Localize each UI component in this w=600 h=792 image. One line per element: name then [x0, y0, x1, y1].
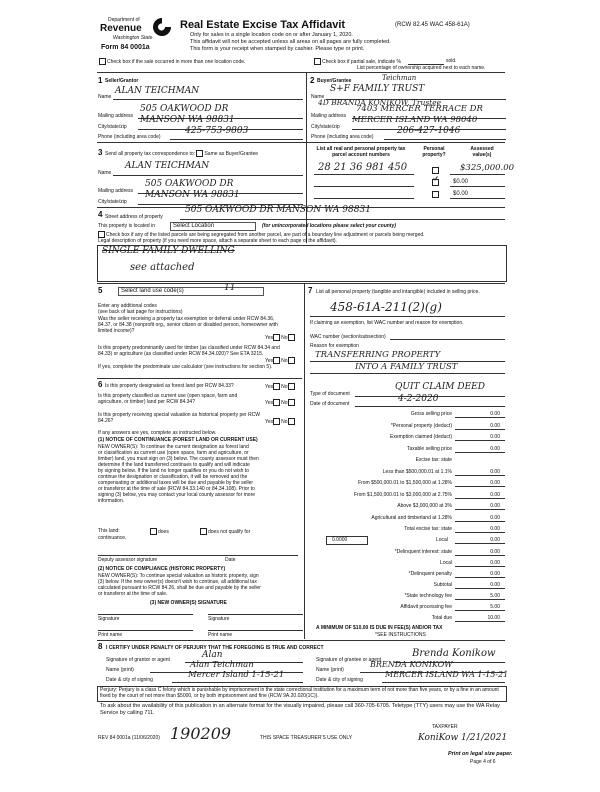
location-select[interactable]: Select Location — [170, 222, 256, 231]
notice-line: NEW OWNER(S): To continue the current designation as forest land — [98, 444, 249, 450]
local-value: 0.00 — [490, 537, 500, 543]
buyer-mailing-label: Mailing address — [311, 113, 347, 119]
seller-phone-field[interactable]: 425-753-9803 — [185, 126, 249, 136]
form-title-ref: (RCW 82.45 WAC 458-61A) — [395, 22, 470, 28]
seller-heading: Seller/Grantor — [105, 78, 139, 84]
owner-sig-label-1: Signature — [98, 616, 120, 622]
notice-line-1: Only for sales in a single location code on or after January 1, 2020. — [190, 32, 353, 38]
does-option[interactable]: does — [150, 528, 169, 535]
tax-line-value[interactable]: 0.00 — [490, 571, 500, 577]
tax-line-underline — [455, 475, 505, 476]
correspondence-heading: Send all property tax correspondence to: Same as Buyer/Grantee — [105, 150, 259, 157]
exempt-yes-checkbox[interactable] — [273, 334, 280, 341]
tax-line-underline — [455, 452, 505, 453]
tax-line-label: *Delinquent penalty — [408, 571, 452, 577]
tax-line-value[interactable]: 0.00 — [490, 549, 500, 555]
forest-question: Is this property designated as forest land per RCW 84.33? — [105, 383, 234, 389]
assessed-value-1[interactable]: $325,000.00 — [460, 163, 515, 173]
notice-compliance-body — [98, 573, 261, 597]
grantor-date-city[interactable]: Mercer Island 1-15-21 — [188, 670, 285, 680]
tax-line-value[interactable]: 0.00 — [490, 468, 500, 475]
corr-name-field[interactable]: ALAN TEICHMAN — [125, 161, 210, 171]
exempt-yes-no[interactable]: Yes No — [265, 334, 296, 341]
deputy-sig-label: Deputy assessor signature — [98, 557, 158, 563]
corr-mailing-label: Mailing address — [98, 188, 134, 194]
tax-line-label: Affidavit processing fee — [400, 604, 452, 610]
additional-codes-label: Enter any additional codes — [98, 303, 157, 309]
current-yes-no[interactable]: Yes No — [265, 399, 296, 406]
tax-line-label: From $1,500,000.01 to $3,000,000 at 2.75% — [353, 491, 452, 498]
reason-line-2[interactable]: INTO A FAMILY TRUST — [355, 362, 458, 372]
located-label: This property is located in — [98, 223, 155, 229]
buyer-phone-label: Phone (including area code) — [311, 134, 374, 140]
grantor-sig-label: Signature of grantor or agent — [106, 657, 170, 663]
tax-line-value[interactable]: 5.00 — [490, 604, 500, 610]
seller-city-field[interactable]: MANSON WA 98831 — [140, 115, 235, 125]
dept-state: Washington State — [113, 35, 153, 41]
grantee-name[interactable]: BRENDA KONIKOW — [370, 660, 453, 669]
current-use-question: Is this property classified as current use (open space, farm and agriculture, or timber) land per RCW 84.34? — [98, 393, 238, 405]
forest-yes-checkbox[interactable] — [273, 383, 280, 390]
does-not-checkbox[interactable] — [200, 528, 207, 535]
corr-city-label: City/state/zip — [98, 199, 127, 205]
tax-line-label: Local — [440, 560, 452, 566]
print-legal-note: Print on legal size paper. — [448, 751, 513, 757]
tax-line-label: From $500,000.01 to $1,500,000 at 1.28% — [358, 480, 452, 486]
deputy-date-label: Date — [225, 557, 236, 563]
forest-yes-no[interactable]: Yes No — [265, 383, 296, 390]
parcel-number-1[interactable]: 28 21 36 981 450 — [318, 162, 408, 173]
grantor-name-label: Name (print) — [106, 667, 134, 673]
notice-line: or classification as current use (open space, farm and agriculture, or — [98, 450, 249, 456]
corr-mailing-field[interactable]: 505 OAKWOOD DR — [145, 179, 234, 189]
historic-no-checkbox[interactable] — [288, 418, 295, 425]
street-field[interactable]: 505 OAKWOOD DR MANSON WA 98831 — [185, 205, 371, 215]
assessed-value-2[interactable]: $0.00 — [453, 179, 469, 185]
notice-line: signing (3) below, you may contact your local county assessor for more — [98, 492, 256, 498]
legal-label: Legal description of property (if you need more space, attach a separate sheet to each page of the affidavit). — [98, 238, 337, 244]
dept-label: Department of — [108, 17, 140, 23]
grantee-sig-label: Signature of grantee or agent — [316, 657, 382, 663]
historic-question: Is this property receiving special valuation as historical property per RCW 84.26? — [98, 412, 261, 424]
notice-line: timber) land, you must sign on (3) below. The county assessor must then — [98, 456, 259, 462]
page-number: Page 4 of 6 — [470, 759, 496, 765]
tax-line-value[interactable]: 0.00 — [490, 526, 500, 532]
tax-line-label: Above $3,000,000 at 3% — [397, 503, 452, 509]
notice-line: or transferor at the time of sale (RCW 84.33.140 or 84.34.108). Prior to — [98, 486, 255, 492]
same-as-buyer-checkbox[interactable] — [196, 150, 203, 157]
tax-line-label: Agricultural and timberland at 1.28% — [371, 514, 452, 521]
tax-line-value[interactable]: 0.00 — [490, 491, 500, 498]
tax-line-underline — [455, 588, 505, 589]
tax-line-value[interactable]: 10.00 — [487, 615, 500, 621]
continuance-label: continuance. — [98, 535, 127, 541]
tax-line-label: Subtotal — [433, 582, 452, 588]
timber-yes-no[interactable]: Yes No — [265, 357, 296, 364]
tax-line-value[interactable]: 0.00 — [490, 503, 500, 509]
tax-line-label: Exemption claimed (deduct) — [390, 434, 452, 440]
land-use-value: 11 — [224, 283, 236, 293]
segregated-checkbox-row[interactable]: Check box if any of the listed parcels are being segregated from another parcel, are part of a boundary line adjustment or parcels being merged. — [98, 231, 425, 238]
current-yes-checkbox[interactable] — [273, 399, 280, 406]
owner-print-label-1: Print name — [98, 632, 123, 638]
notice-line-3: This form is your receipt when stamped by cashier. Please type or print. — [190, 46, 365, 52]
tax-line-underline — [455, 610, 505, 611]
seller-name-field[interactable]: ALAN TEICHMAN — [115, 86, 200, 96]
notice-continuance-head: (1) NOTICE OF CONTINUANCE (FOREST LAND OR CURRENT USE) — [98, 437, 258, 443]
new-owner-sig-heading: (3) NEW OWNER(S) SIGNATURE — [150, 600, 227, 606]
timber-no-checkbox[interactable] — [288, 357, 295, 364]
tax-line-value[interactable]: 0.00 — [490, 422, 500, 429]
historic-yes-no[interactable]: Yes No — [265, 418, 296, 425]
taxpayer-label: TAXPAYER — [432, 724, 458, 730]
grantee-date-city[interactable]: MERCER ISLAND WA 1-15-21 — [385, 670, 509, 679]
timber-yes-checkbox[interactable] — [273, 357, 280, 364]
form-number: Form 84 0001a — [101, 44, 150, 51]
personal-col-header: Personal property? — [422, 146, 446, 158]
tax-line-underline — [455, 621, 505, 622]
current-no-checkbox[interactable] — [288, 399, 295, 406]
tax-line-label: Gross selling price — [410, 411, 452, 417]
notice-line: compensating or additional taxes will be due and payable by the seller — [98, 480, 254, 486]
tax-line-underline — [455, 417, 505, 418]
form-title: Real Estate Excise Tax Affidavit — [180, 19, 346, 31]
buyer-mailing-field[interactable]: 7403 MERCER TERRACE DR — [356, 104, 483, 114]
exemption-question: Was the seller receiving a property tax exemption or deferral under RCW 84.36, 84.37, or 84.38 (nonprofit org., senior citizen or disabled person, homeowner with limited income)? — [98, 316, 278, 334]
personal-property-checkbox-3[interactable] — [432, 191, 439, 198]
local-rate: 0.0000 — [332, 537, 348, 543]
buyer-trustee-line: 4D BRANDA KONIKOW, Trustee — [318, 98, 442, 107]
tax-line-underline — [455, 440, 505, 441]
tax-line-value[interactable]: 0.00 — [490, 582, 500, 588]
parcel-col-header: List all real and personal property tax parcel account numbers — [316, 146, 406, 158]
dept-logo-text: Revenue — [100, 23, 142, 34]
buyer-heading: Buyer/Grantee — [317, 78, 352, 84]
buyer-city-label: City/state/zip — [311, 124, 340, 130]
land-use-select[interactable]: Select land use code(s) — [118, 287, 264, 296]
see-instructions: *SEE INSTRUCTIONS — [375, 632, 426, 638]
affidavit-page: Department of Revenue Washington State Real Estate Excise Tax Affidavit (RCW 82.45 WAC 458-61A) Only for sales in a single location code on or after January 1, 2020. This affidavit will not be accepted unless all areas on all pages are fully completed. This form is your receipt when stamped by cashier. Please type or print. Form 84 0001a Check box if the sale occurred in more than one location code. Check box if partial sale, indicate % sold. List percentage of ownership acquired next to each name. 1 Seller/Grantor Name ALAN TEICHMAN Mailing address 505 OAKWOOD DR City/state/zip MANSON WA 98831 Phone (including area code) 425-753-9803 2 Buyer/Grantee Teichman Name S+F FAMILY TRUST 4D BRANDA KONIKOW, Trustee Mailing address 7403 MERCER TERRACE DR City/state/zip MERCER ISLAND WA 98040 Phone (including area code) 206-427-1046 3 Send all property tax correspondence to: Same as Buyer/Grantee Name ALAN TEICHMAN Mailing address 505 OAKWOOD DR City/state/zip MANSON WA 98831 List all real and personal property tax parcel account numbers Personal property? Assessed value(s) 28 21 36 981 450 $325,000.00 $0.00 $0.00 4 Street address of property 505 OAKWOOD DR MANSON WA 98831 This property is located in Select Location (for unincorporated locations please select your county) Check box if any of the listed parcels are being segregated from another parcel, are part of a boundary line adjustment or parcels being merged. Legal description of property (if you need more space, attach a separate sheet to each page of the affidavit). SINGLE FAMILY DWELLING see attached 5 Select land use code(s) 11 Enter any additional codes (see back of last page for instructions) Was the seller receiving a property tax exemption or deferral under RCW 84.36, 84.37, or 84.38 (nonprofit org., senior citizen or disabled person, homeowner with limited income)? Yes No Is this property predominantly used for timber (as classified under RCW 84.34 and 84.33) or agriculture (as classified under RCW 84.34.020)? See ETA 3215. Yes No If yes, complete the predominate use calculator (see instructions for section 5). 6 Is this property designated as forest land per RCW 84.33? Yes No Is this property classified as current use (open space, farm and agriculture, or timber) land per RCW 84.34? Yes No Is this property receiving special valuation as historical property per RCW 84.26? Yes No If any answers are yes, complete as instructed below. (1) NOTICE OF CONTINUANCE (FOREST LAND OR CURRENT USE) NEW OWNER(S): To continue the current designation as forest land or classification as current use (open space, farm and agriculture, or timber) land, you must sign on (3) below. The county assessor must then determine if the land transferred continues to qualify and will indicate by signing below. If the land no longer qualifies or you do not wish to continue the designation or classification, it will be removed and the compensating or additional taxes will be due and payable by the seller or transferor at the time of sale (RCW 84.33.140 or 84.34.108). Prior to signing (3) below, you may contact your local county assessor for more information. This land: does does not qualify for continuance. Deputy assessor signature Date (2) NOTICE OF COMPLIANCE (HISTORIC PROPERTY) NEW OWNER(S): To continue special valuation as historic property, sign (3) below. If the new owner(s) doesn't wish to continue, all additional tax calculated pursuant to RCW 84.26, shall be due and payable by the seller or transferor at the time of sale. (3) NEW OWNER(S) SIGNATURE Signature Signature Print name Print name 7 List all personal property (tangible and intangible) included in selling price. 458-61A-211(2)(g) If claiming an exemption, list WAC number and reason for exemption. WAC number (section/subsection) Reason for exemption TRANSFERRING PROPERTY INTO A FAMILY TRUST Type of document QUIT CLAIM DEED Date of document 4-2-2020 Gross selling price 0.00 *Personal property (deduct) 0.00 Exemption claimed (deduct) 0.00 Taxable selling price 0.00 Excise tax: state Less than $500,000.01 at 1.1% 0.00 From $500,000.01 to $1,500,000 at 1.28% 0.00 From $1,500,000.01 to $3,000,000 at 2.75% 0.00 Above $3,000,000 at 3% 0.00 Agricultural and timberland at 1.28% 0.00 Total excise tax: state 0.00 0.0000 Local 0.00 *Delinquent interest: state 0.00 Local 0.00 *Delinquent penalty 0.00 Subtotal 0.00 *State technology fee 5.00 Affidavit processing fee 5.00 Total due 10.00 A MINIMUM OF $10.00 IS DUE IN FEE(S) AND/OR TAX *SEE INSTRUCTIONS 8 I CERTIFY UNDER PENALTY OF PERJURY THAT THE FOREGOING IS TRUE AND CORRECT Signature of grantor or agent Alan Name (print) Alan Teichman Date & city of signing Mercer Island 1-15-21 Signature of grantee or agent Brenda Konikow Name (print) BRENDA KONIKOW Date & city of signing MERCER ISLAND WA 1-15-21 Perjury: Perjury is a class C felony which is punishable by imprisonment in the state correctional institution for a maximum term of not more than five years, or by a fine in an amount fixed by the court of not more than $5000, or by both imprisonment and fine (RCW 9A.20.020(1C)). To ask about the availability of this publication in an alternate format for the visually impaired, please call 360-705-6705. Teletype (TTY) users may use the WA Relay Service by calling 711. REV 84 0001a (11/06/2020) 190209 THIS SPACE TREASURER'S USE ONLY TAXPAYER KoniKow 1/21/2021 Print on legal size paper. Page 4 of 6 — [98, 17, 515, 765]
assessed-value-3[interactable]: $0.00 — [453, 191, 469, 197]
legal-description-text: see attached — [130, 262, 195, 273]
tax-line-label: Total excise tax: state — [404, 526, 452, 532]
doc-date-field[interactable]: 4-2-2020 — [398, 394, 439, 404]
seller-phone-label: Phone (including area code) — [98, 134, 161, 140]
tax-line-underline — [455, 429, 505, 430]
assessed-col-header: Assessed value(s) — [470, 146, 494, 158]
notice-line: by signing below. If the land no longer qualifies or you do not wish to — [98, 468, 249, 474]
grantor-signature[interactable]: Alan — [202, 650, 223, 660]
tax-line-value[interactable]: 0.00 — [490, 445, 500, 452]
owner-sig-label-2: Signature — [208, 616, 230, 622]
buyer-city-field[interactable]: MERCER ISLAND WA 98040 — [352, 115, 478, 125]
notice-line: information. — [98, 498, 125, 504]
wac-label: WAC number (section/subsection) — [310, 334, 386, 340]
notice-line: calculated pursuant to RCW 84.26, shall be due and payable by the seller — [98, 585, 261, 591]
historic-yes-checkbox[interactable] — [273, 418, 280, 425]
grantee-date-label: Date & city of signing — [316, 677, 363, 683]
taxpayer-signature: KoniKow 1/21/2021 — [418, 733, 508, 743]
notice-line-2: This affidavit will not be accepted unless all areas on all pages are fully completed. — [190, 39, 391, 45]
grantee-name-label: Name (print) — [316, 667, 344, 673]
wac-number-field[interactable]: 458-61A-211(2)(g) — [330, 300, 442, 314]
tax-line-underline — [455, 509, 505, 510]
tax-line-value[interactable]: 0.00 — [490, 480, 500, 486]
tax-line-label: Less than $500,000.01 at 1.1% — [382, 468, 452, 475]
tax-line-underline — [455, 498, 505, 499]
tax-line-value[interactable]: 0.00 — [490, 560, 500, 566]
personal-property-checkbox-2[interactable] — [432, 179, 439, 186]
notice-line: continue the designation or classification, it will be removed and the — [98, 474, 248, 480]
sold-label: sold. — [446, 58, 457, 64]
stamp-number: 190209 — [170, 724, 232, 743]
if-any-yes: If any answers are yes, complete as instructed below. — [98, 430, 217, 436]
reason-line-1[interactable]: TRANSFERRING PROPERTY — [315, 350, 441, 360]
timber-question: Is this property predominantly used for timber (as classified under RCW 84.34 and 84.33) or agriculture (as classified under RCW 84.34.020)? See ETA 3215. — [98, 345, 280, 357]
notice-line: determine if the land transferred continues to qualify and will indicate — [98, 462, 250, 468]
revenue-logo-icon — [152, 16, 172, 38]
tax-line-value[interactable]: 0.00 — [490, 411, 500, 417]
doc-type-field[interactable]: QUIT CLAIM DEED — [395, 382, 485, 392]
claim-note: If claiming an exemption, list WAC number and reason for exemption. — [310, 320, 464, 326]
tax-line-underline — [455, 555, 505, 556]
seller-mailing-label: Mailing address — [98, 113, 134, 119]
tax-line-label: *State technology fee — [404, 593, 452, 599]
personal-property-checkbox-1[interactable] — [432, 167, 439, 174]
multi-location-checkbox[interactable] — [99, 58, 106, 65]
tax-line-underline — [455, 577, 505, 578]
tax-line-label: *Delinquent interest: state — [394, 549, 452, 555]
tax-line-value[interactable]: 0.00 — [490, 514, 500, 521]
seller-name-label: Name — [98, 94, 112, 100]
grantee-signature[interactable]: Brenda Konikow — [412, 648, 496, 659]
doc-date-label: Date of document — [310, 401, 350, 407]
legal-struck-text: SINGLE FAMILY DWELLING — [102, 246, 235, 256]
exempt-no-checkbox[interactable] — [288, 334, 295, 341]
does-not-option[interactable]: does not qualify for — [200, 528, 250, 535]
tax-line-underline — [455, 521, 505, 522]
tax-line-label: Excise tax: state — [415, 457, 452, 463]
this-land-label: This land: — [98, 528, 120, 534]
personal-property-label: List all personal property (tangible and intangible) included in selling price. — [316, 289, 480, 295]
tax-line-label: *Personal property (deduct) — [390, 422, 452, 429]
seller-mailing-field[interactable]: 505 OAKWOOD DR — [140, 104, 229, 114]
corr-name-label: Name — [98, 170, 112, 176]
notice-line: NEW OWNER(S): To continue special valuation as historic property, sign — [98, 573, 259, 579]
grantor-name[interactable]: Alan Teichman — [190, 660, 254, 670]
tax-line-label: Taxable selling price — [406, 445, 452, 452]
multi-location-checkbox-row[interactable]: Check box if the sale occurred in more than one location code. — [99, 58, 245, 65]
tax-line-underline — [455, 599, 505, 600]
corr-city-field[interactable]: MANSON WA 98831 — [145, 190, 240, 200]
rev-number: REV 84 0001a (11/06/2020) — [98, 735, 160, 741]
notice-compliance-head: (2) NOTICE OF COMPLIANCE (HISTORIC PROPERTY) — [98, 566, 226, 572]
see-back-label: (see back of last page for instructions) — [98, 309, 183, 315]
reason-label: Reason for exemption — [310, 343, 359, 349]
segregated-checkbox[interactable] — [98, 231, 105, 238]
notice-line: or transferor at the time of sale. — [98, 591, 168, 597]
local-label: Local — [436, 537, 448, 543]
buyer-phone-field[interactable]: 206-427-1046 — [397, 126, 461, 136]
partial-sale-checkbox-row[interactable]: Check box if partial sale, indicate % — [314, 58, 401, 65]
tax-line-value[interactable]: 5.00 — [490, 593, 500, 599]
certify-statement: I CERTIFY UNDER PENALTY OF PERJURY THAT THE FOREGOING IS TRUE AND CORRECT — [106, 645, 324, 651]
forest-no-checkbox[interactable] — [288, 383, 295, 390]
accessibility-text: To ask about the availability of this publication in an alternate format for the visually impaired, please call 360-705-6705. Teletype (TTY) users may use the WA Relay Service by calling 711. — [100, 703, 500, 716]
buyer-name-field[interactable]: S+F FAMILY TRUST — [330, 84, 425, 94]
buyer-name-above: Teichman — [382, 74, 417, 82]
tax-line-underline — [455, 532, 505, 533]
does-checkbox[interactable] — [150, 528, 157, 535]
treasurer-note: THIS SPACE TREASURER'S USE ONLY — [260, 735, 353, 741]
ownership-note: List percentage of ownership acquired next to each name. — [357, 65, 486, 71]
tax-line-underline — [455, 566, 505, 567]
street-label: Street address of property — [105, 214, 163, 220]
tax-line-label: Total due — [431, 615, 452, 621]
if-yes-note: If yes, complete the predominate use calculator (see instructions for section 5). — [98, 364, 273, 370]
notice-continuance-body — [98, 444, 259, 504]
owner-print-label-2: Print name — [208, 632, 233, 638]
seller-city-label: City/state/zip — [98, 124, 127, 130]
grantor-date-label: Date & city of signing — [106, 677, 153, 683]
tax-line-underline — [455, 486, 505, 487]
unincorporated-note: (for unincorporated locations please select your county) — [262, 223, 396, 229]
tax-line-value[interactable]: 0.00 — [490, 434, 500, 440]
buyer-name-label: Name — [311, 94, 325, 100]
doc-type-label: Type of document — [310, 391, 350, 397]
minimum-due: A MINIMUM OF $10.00 IS DUE IN FEE(S) AND/OR TAX — [316, 625, 443, 631]
notice-line: (3) below. If the new owner(s) doesn't wish to continue, all additional tax — [98, 579, 257, 585]
partial-sale-checkbox[interactable] — [314, 58, 321, 65]
perjury-text: Perjury: Perjury is a class C felony which is punishable by imprisonment in the state correctional institution for a maximum term of not more than five years, or by a fine in an amount fixed by the court of not more than $5000, or by both imprisonment and fine (RCW 9A.20.020(1C)). — [100, 687, 499, 699]
